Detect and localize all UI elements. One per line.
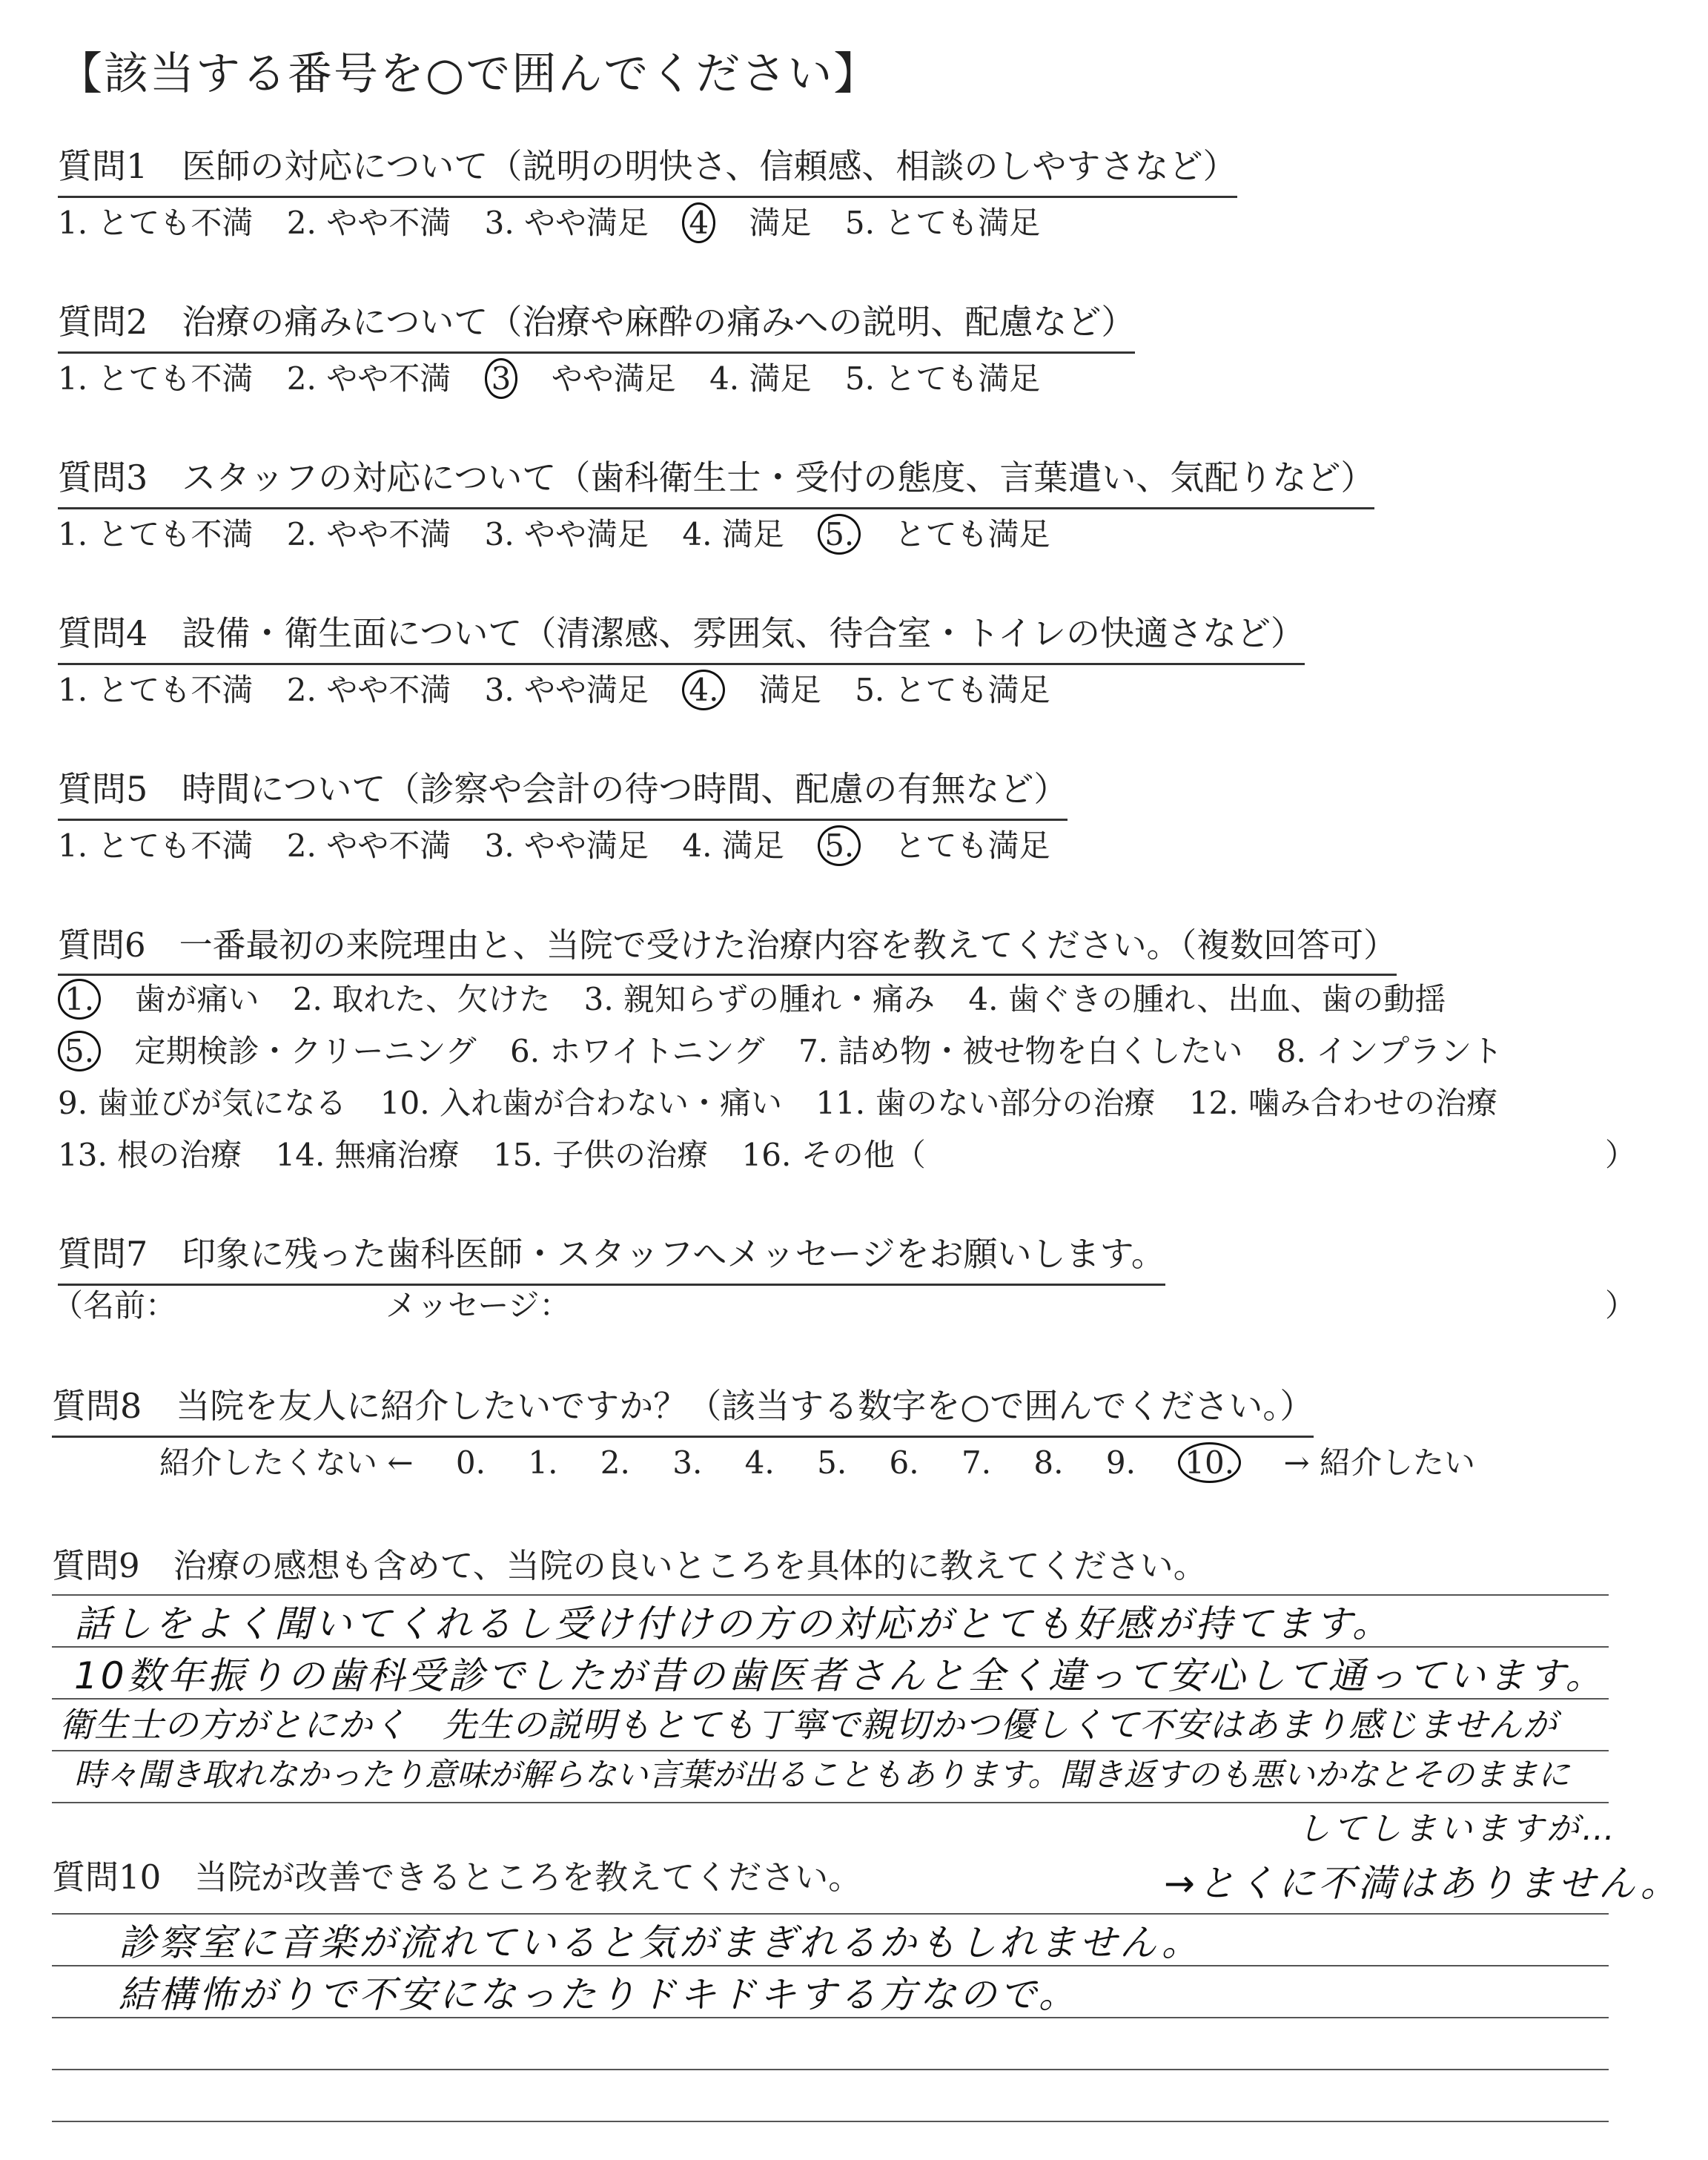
q6-option-8[interactable]: 8. インプラント (1276, 1033, 1503, 1069)
q6-option-5-circled[interactable]: 5. (58, 1031, 101, 1071)
q1-option-4-circled[interactable]: 4 (682, 202, 715, 243)
q8-value-4[interactable]: 4. (744, 1444, 775, 1481)
q2-title: 質問2 治療の痛みについて（治療や麻酔の痛みへの説明、配慮など） (58, 295, 1135, 354)
q1-option-5[interactable]: 5. とても満足 (844, 205, 1041, 241)
q4-option-2[interactable]: 2. やや不満 (286, 672, 451, 708)
q4-option-3[interactable]: 3. やや満足 (484, 672, 649, 708)
q4-option-4-circled[interactable]: 4. (682, 670, 725, 710)
q3-option-3[interactable]: 3. やや満足 (484, 516, 649, 552)
q2-option-4[interactable]: 4. 満足 (709, 360, 812, 397)
page-header: 【該当する番号を○で囲んでください】 (58, 48, 880, 100)
q6-row-4 (58, 1131, 950, 1175)
q10-note: →とくに不満はありません。 (1164, 1862, 1681, 1905)
q3-options (58, 510, 1074, 555)
q9-answer-line-4: 時々聞き取れなかったり意味が解らない言葉が出ることもあります。聞き返すのも悪いかなとそのままに (74, 1757, 1570, 1794)
q3-option-5-label: とても満足 (894, 516, 1050, 552)
q5-option-5-label: とても満足 (894, 828, 1050, 864)
q8-title: 質問8 当院を友人に紹介したいですか？（該当する数字を○で囲んでください。） (52, 1379, 1314, 1438)
q4-option-1[interactable]: 1. とても不満 (58, 672, 254, 708)
q9-answer-line-2: 10数年振りの歯科受診でしたが昔の歯医者さんと全く違って安心して通っています。 (74, 1654, 1606, 1697)
q6-option-4[interactable]: 4. 歯ぐきの腫れ、出血、歯の動揺 (968, 981, 1446, 1017)
q6-row-1 (58, 975, 1469, 1020)
q1-option-3[interactable]: 3. やや満足 (484, 205, 649, 241)
q2-option-1[interactable]: 1. とても不満 (58, 360, 254, 397)
q7-close: ） (1605, 1287, 1637, 1324)
q8-value-6[interactable]: 6. (889, 1444, 919, 1481)
q1-title: 質問1 医師の対応について（説明の明快さ、信頼感、相談のしやすさなど） (58, 139, 1237, 198)
q8-left-label: 紹介したくない ← (159, 1444, 414, 1481)
q4-option-5[interactable]: 5. とても満足 (855, 672, 1050, 708)
q3-option-2[interactable]: 2. やや不満 (286, 516, 451, 552)
q5-title: 質問5 時間について（診察や会計の待つ時間、配慮の有無など） (58, 762, 1068, 821)
q6-option-7[interactable]: 7. 詰め物・被せ物を白くしたい (798, 1033, 1243, 1069)
q6-option-5-label: 定期検診・クリーニング (134, 1033, 477, 1069)
q7-message-label: メッセージ： (385, 1287, 571, 1324)
q6-row-2 (58, 1027, 1526, 1071)
q8-scale (159, 1439, 1508, 1483)
q6-option-16[interactable]: 16. その他（ (741, 1137, 926, 1173)
q1-options (58, 199, 1064, 243)
q10-answer-line-2: 結構怖がりで不安になったりドキドキする方なので。 (119, 1973, 1079, 2016)
q9-answer-line-5: してしまいますが… (1297, 1810, 1618, 1848)
q6-option-12[interactable]: 12. 噛み合わせの治療 (1188, 1085, 1497, 1121)
q4-options (58, 666, 1074, 710)
q6-option-3[interactable]: 3. 親知らずの腫れ・痛み (583, 981, 936, 1017)
q9-title: 質問9 治療の感想も含めて、当院の良いところを具体的に教えてください。 (52, 1546, 1207, 1585)
q6-option-1-label: 歯が痛い (134, 981, 259, 1017)
q8-value-8[interactable]: 8. (1033, 1444, 1064, 1481)
q8-value-1[interactable]: 1. (528, 1444, 558, 1481)
q2-option-3-circled[interactable]: 3 (485, 358, 518, 399)
q6-option-1-circled[interactable]: 1. (58, 979, 101, 1020)
q5-option-2[interactable]: 2. やや不満 (286, 828, 451, 864)
q1-option-4-label: 満足 (749, 205, 812, 241)
q8-value-2[interactable]: 2. (600, 1444, 630, 1481)
q8-value-10-circled[interactable]: 10. (1178, 1442, 1241, 1483)
q4-option-4-label: 満足 (758, 672, 821, 708)
q3-option-1[interactable]: 1. とても不満 (58, 516, 254, 552)
q9-answer-line-3: 衛生士の方がとにかく 先生の説明もとても丁寧で親切かつ優しくて不安はあまり感じませんが (59, 1705, 1558, 1745)
q6-option-10[interactable]: 10. 入れ歯が合わない・痛い (380, 1085, 782, 1121)
q5-option-4[interactable]: 4. 満足 (682, 828, 784, 864)
q8-right-label: → 紹介したい (1283, 1444, 1475, 1481)
q6-other-close: ） (1605, 1137, 1637, 1173)
q8-value-7[interactable]: 7. (961, 1444, 992, 1481)
q5-option-5-circled[interactable]: 5. (818, 825, 861, 866)
q8-value-9[interactable]: 9. (1105, 1444, 1136, 1481)
q5-option-1[interactable]: 1. とても不満 (58, 828, 254, 864)
q10-title: 質問10 当院が改善できるところを教えてください。 (52, 1857, 862, 1897)
q10-answer-line-1: 診察室に音楽が流れていると気がまぎれるかもしれません。 (119, 1921, 1202, 1964)
q6-option-11[interactable]: 11. 歯のない部分の治療 (815, 1085, 1156, 1121)
q6-title: 質問6 一番最初の来院理由と、当院で受けた治療内容を教えてください。（複数回答可） (58, 918, 1397, 976)
q6-option-2[interactable]: 2. 取れた、欠けた (292, 981, 551, 1017)
q10-line-4 (52, 2069, 1609, 2070)
q8-value-5[interactable]: 5. (817, 1444, 847, 1481)
q6-option-15[interactable]: 15. 子供の治療 (493, 1137, 709, 1173)
q1-option-2[interactable]: 2. やや不満 (286, 205, 451, 241)
q3-option-5-circled[interactable]: 5. (818, 514, 861, 555)
q7-name-label: （名前： (52, 1287, 177, 1324)
q4-title: 質問4 設備・衛生面について（清潔感、雰囲気、待合室・トイレの快適さなど） (58, 607, 1305, 665)
q8-value-3[interactable]: 3. (672, 1444, 703, 1481)
q2-option-5[interactable]: 5. とても満足 (844, 360, 1041, 397)
q1-option-1[interactable]: 1. とても不満 (58, 205, 254, 241)
q6-option-6[interactable]: 6. ホワイトニング (509, 1033, 765, 1069)
q6-option-14[interactable]: 14. 無痛治療 (275, 1137, 460, 1173)
q6-option-9[interactable]: 9. 歯並びが気になる (58, 1085, 347, 1121)
q2-option-2[interactable]: 2. やや不満 (286, 360, 451, 397)
q2-options (58, 354, 1064, 399)
q2-option-3-label: やや満足 (551, 360, 676, 397)
q9-answer-line-1: 話しをよく聞いてくれるし受け付けの方の対応がとても好感が持てます。 (74, 1602, 1392, 1645)
q8-value-0[interactable]: 0. (455, 1444, 486, 1481)
q10-line-5 (52, 2121, 1609, 2122)
q3-title: 質問3 スタッフの対応について（歯科衛生士・受付の態度、言葉遣い、気配りなど） (58, 451, 1374, 509)
q3-option-4[interactable]: 4. 満足 (682, 516, 784, 552)
q7-title: 質問7 印象に残った歯科医師・スタッフへメッセージをお願いします。 (58, 1227, 1165, 1286)
q5-option-3[interactable]: 3. やや満足 (484, 828, 649, 864)
q5-options (58, 822, 1074, 866)
q6-row-3 (58, 1079, 1521, 1123)
q6-option-13[interactable]: 13. 根の治療 (58, 1137, 242, 1173)
